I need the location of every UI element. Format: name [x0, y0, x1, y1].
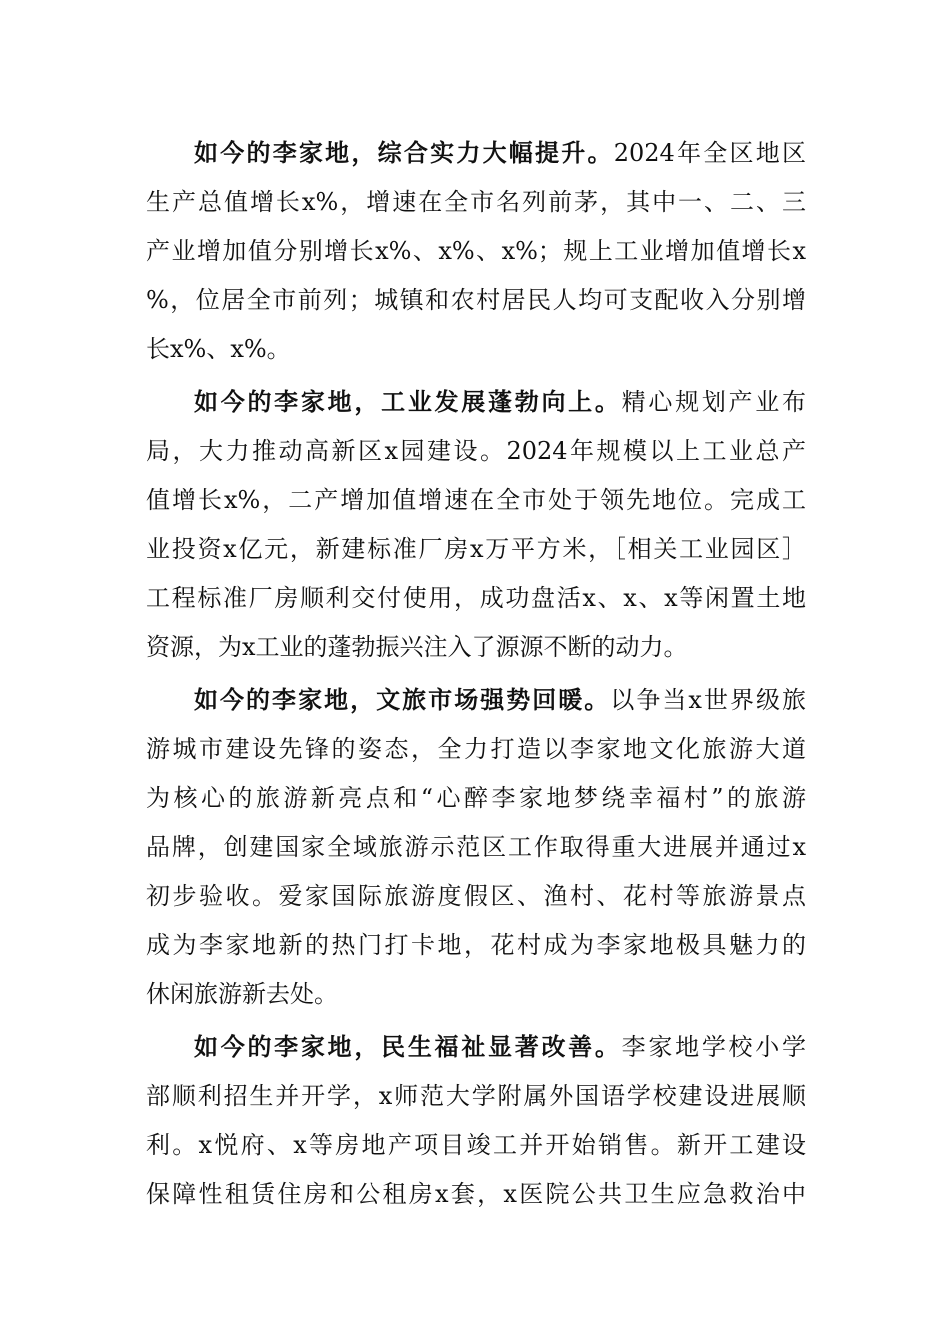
paragraph-2-line-1: 如今的李家地，工业发展蓬勃向上。精心规划产业布 [194, 388, 807, 416]
paragraph-3-line-1: 如今的李家地，文旅市场强势回暖。以争当x世界级旅 [194, 686, 807, 714]
paragraph-3-line-5: 初步验收。爱家国际旅游度假区、渔村、花村等旅游景点 [146, 882, 806, 910]
paragraph-4-line-3: 利。x悦府、x等房地产项目竣工并开始销售。新开工建设 [146, 1131, 806, 1159]
paragraph-4-line-1: 如今的李家地，民生福祉显著改善。李家地学校小学 [194, 1033, 807, 1061]
paragraph-4-heading: 如今的李家地，民生福祉显著改善。 [194, 1033, 622, 1061]
paragraph-3-line-4: 品牌，创建国家全域旅游示范区工作取得重大进展并通过x [146, 833, 806, 861]
paragraph-2-line-2: 局，大力推动高新区x园建设。2024年规模以上工业总产 [146, 437, 806, 465]
paragraph-1-line-5: 长x%、x%。 [146, 335, 291, 363]
paragraph-3-heading: 如今的李家地，文旅市场强势回暖。 [194, 686, 611, 714]
paragraph-3-line-7: 休闲旅游新去处。 [146, 980, 338, 1008]
paragraph-1-line-4: %，位居全市前列；城镇和农村居民人均可支配收入分别增 [146, 286, 806, 314]
paragraph-2-line-3: 值增长x%，二产增加值增速在全市处于领先地位。完成工 [146, 486, 806, 514]
paragraph-2-line-6: 资源，为x工业的蓬勃振兴注入了源源不断的动力。 [146, 633, 688, 661]
paragraph-2-heading: 如今的李家地，工业发展蓬勃向上。 [194, 388, 622, 416]
paragraph-1-heading: 如今的李家地，综合实力大幅提升。 [194, 139, 614, 167]
paragraph-1-line-3: 产业增加值分别增长x%、x%、x%；规上工业增加值增长x [146, 237, 806, 265]
paragraph-3-line-3: 为核心的旅游新亮点和“心醉李家地梦绕幸福村”的旅游 [146, 784, 806, 812]
paragraph-2-line-5: 工程标准厂房顺利交付使用，成功盘活x、x、x等闲置土地 [146, 584, 806, 612]
paragraph-4-line-2: 部顺利招生并开学，x师范大学附属外国语学校建设进展顺 [146, 1082, 806, 1110]
paragraph-1-line-1: 如今的李家地，综合实力大幅提升。2024年全区地区 [194, 139, 806, 167]
paragraph-1-line-2: 生产总值增长x%，增速在全市名列前茅，其中一、二、三 [146, 188, 806, 216]
paragraph-2-line-4: 业投资x亿元，新建标准厂房x万平方米，［相关工业园区］ [146, 535, 806, 563]
paragraph-4-line-4: 保障性租赁住房和公租房x套，x医院公共卫生应急救治中 [146, 1180, 806, 1208]
paragraph-3-line-2: 游城市建设先锋的姿态，全力打造以李家地文化旅游大道 [146, 735, 806, 763]
paragraph-3-line-6: 成为李家地新的热门打卡地，花村成为李家地极具魅力的 [146, 931, 806, 959]
